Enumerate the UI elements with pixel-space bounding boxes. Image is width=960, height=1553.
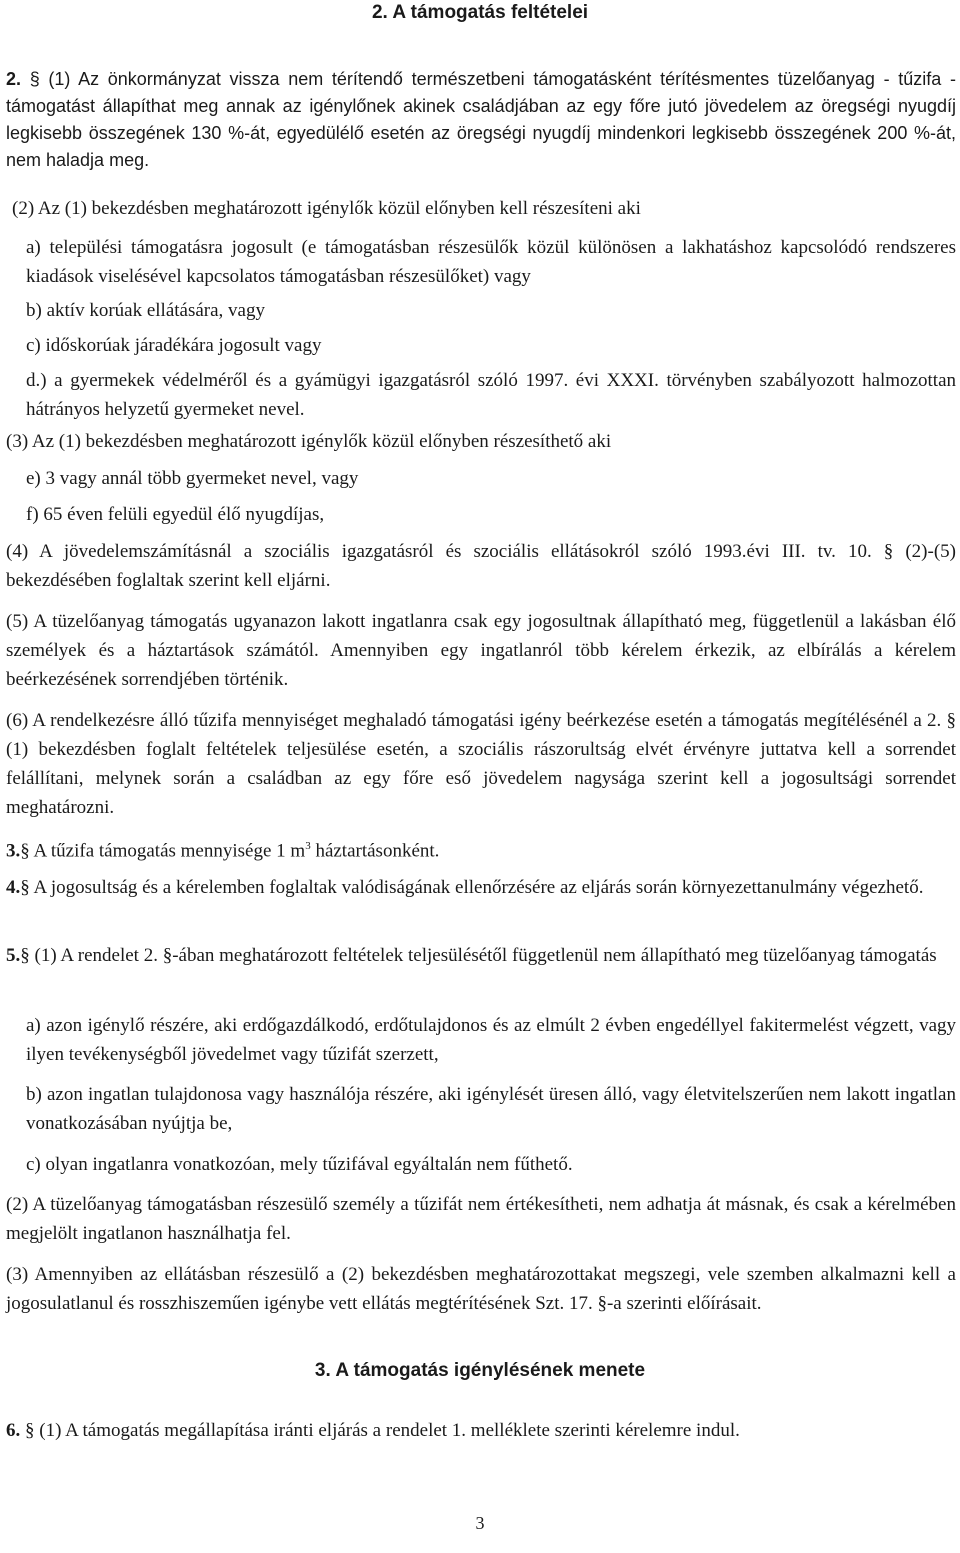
section-heading-conditions: 2. A támogatás feltételei [371,2,589,23]
section-number: 2. [6,69,22,89]
paragraph-text: § (1) Az önkormányzat vissza nem térítendő természetbeni támogatásként térítésmentes tüzelőanyag - tűzifa - támogatást állapíthat meg annak az igénylőnek akinek családjában az egy főre jutó jövedelem az öregségi nyugdíj legkisebb összegének 130 %-át, egyedülélő esetén az öregségi nyugdíj mindenkori legkisebb összegének 200 %-át, nem haladja meg. [6,69,956,170]
paragraph-2-1 [6,66,956,174]
section-number: 5. [6,945,21,966]
paragraph-text: § A jogosultság és a kérelemben foglaltak valódiságának ellenőrzésére az eljárás során környezettanulmány végezhető. [20,877,924,898]
item-2-2-b: b) aktív korúak ellátására, vagy [26,300,265,321]
section-number: 4. [6,877,21,898]
superscript: 3 [305,840,311,852]
item-2-2-a: a) települési támogatásra jogosult (e támogatásban részesülők közül különösen a lakhatáshoz kapcsolódó rendszeres kiadások viselésével kapcsolatos támogatásban részesülőket) vagy [26,237,956,287]
section-number: 6. [6,1420,21,1441]
paragraph-5-2: (2) A tüzelőanyag támogatásban részesülő személy a tűzifát nem értékesítheti, nem adhatja át másnak, és csak a kérelmében megjelölt ingatlanon használhatja fel. [6,1194,956,1244]
section-number: 3. [6,840,21,862]
paragraph-6-1 [6,1416,956,1445]
item-5-a: a) azon igénylő részére, aki erdőgazdálkodó, erdőtulajdonos és az elmúlt 2 évben engedéllyel fakitermelést végzett, vagy ilyen tevékenységből jövedelmet vagy tűzifát szerzett, [26,1015,956,1065]
paragraph-2-5: (5) A tüzelőanyag támogatás ugyanazon lakott ingatlanra csak egy jogosultnak állapítható meg, függetlenül a lakásban élő személyek és a háztartások számától. Amennyiben egy ingatlanról több kérelem érkezik, az elbírálás a kérelem beérkezésének sorrendjében történik. [6,611,956,690]
paragraph-2-6: (6) A rendelkezésre álló tűzifa mennyiséget meghaladó támogatási igény beérkezése esetén a támogatás megítélésénél a 2. § (1) bekezdésben foglalt feltételek teljesülése esetén, a szociális rászorultság elvét érvényre juttatva kell a sorrendet felállítani, melynek során a családban az egy főre eső jövedelem nagysága szerint kell a jogosultsági sorrendet meghatározni. [6,710,956,818]
paragraph-5-3: (3) Amennyiben az ellátásban részesülő a (2) bekezdésben meghatározottakat megszegi, vele szemben alkalmazni kell a jogosulatlanul és rosszhiszeműen igénybe vett ellátás megtérítésének Szt. 17. §-a szerinti előírásait. [6,1264,956,1314]
paragraph-2-2-intro: (2) Az (1) bekezdésben meghatározott igénylők közül előnyben kell részesíteni aki [12,198,641,219]
item-2-2-c: c) időskorúak járadékára jogosult vagy [26,335,322,356]
paragraph-3 [6,832,956,865]
paragraph-text-end: háztartásonként. [310,840,440,862]
item-5-c: c) olyan ingatlanra vonatkozóan, mely tűzifával egyáltalán nem fűthető. [26,1154,573,1175]
page-number: 3 [475,1513,485,1533]
paragraph-text: § (1) A rendelet 2. §-ában meghatározott feltételek teljesülésétől függetlenül nem állapítható meg tüzelőanyag támogatás [20,945,937,966]
section-heading-application: 3. A támogatás igénylésének menete [314,1360,646,1381]
item-5-b: b) azon ingatlan tulajdonosa vagy használója részére, aki igénylését üresen álló, vagy életvitelszerűen nem lakott ingatlan vonatkozásában nyújtja be, [26,1084,956,1134]
item-2-3-e: e) 3 vagy annál több gyermeket nevel, vagy [26,468,359,489]
item-2-2-d: d.) a gyermekek védelméről és a gyámügyi igazgatásról szóló 1997. évi XXXI. törvényben szabályozott halmozottan hátrányos helyzetű gyermeket nevel. [26,370,956,420]
paragraph-text: § A tűzifa támogatás mennyisége 1 m [20,840,306,862]
paragraph-4 [6,873,956,902]
paragraph-5-1 [6,941,956,970]
item-2-3-f: f) 65 éven felüli egyedül élő nyugdíjas, [26,504,325,525]
paragraph-2-4: (4) A jövedelemszámításnál a szociális igazgatásról és szociális ellátásokról szóló 1993.évi III. tv. 10. § (2)-(5) bekezdésében foglaltak szerint kell eljárni. [6,541,956,591]
paragraph-2-3-intro: (3) Az (1) bekezdésben meghatározott igénylők közül előnyben részesíthető aki [6,431,612,452]
paragraph-text: § (1) A támogatás megállapítása iránti eljárás a rendelet 1. melléklete szerinti kérelemre indul. [25,1420,740,1441]
